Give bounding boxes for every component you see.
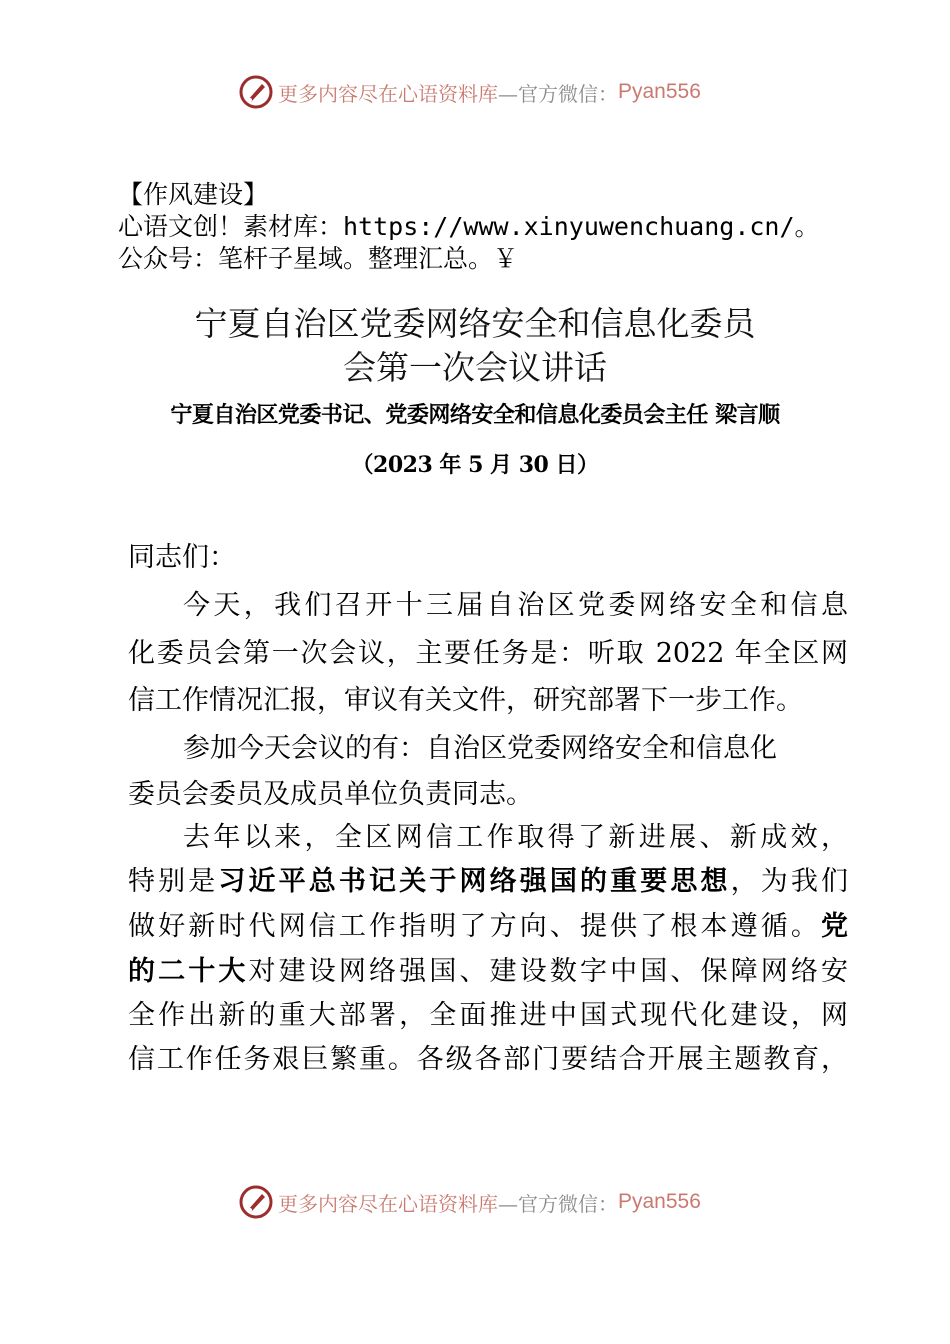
banner-wechat-label: —官方微信： <box>498 1191 618 1216</box>
text-segment: 对建设网络强国、建设数字中国、保障网络安 <box>248 956 849 987</box>
category-tag: 【作风建设】 <box>118 180 269 209</box>
emphasis-text: 党 <box>821 911 848 942</box>
speaker-line: 宁夏自治区党委书记、党委网络安全和信息化委员会主任 梁言顺 <box>170 402 780 428</box>
paragraph-line: 全作出新的重大部署，全面推进中国式现代化建设，网 <box>128 1000 848 1031</box>
banner-wechat-id: Pyan556 <box>618 80 701 103</box>
text-segment: 特别是 <box>128 866 219 897</box>
paragraph-line: 今天，我们召开十三届自治区党委网络安全和信息 <box>183 590 848 621</box>
document-title-line-1: 宁夏自治区党委网络安全和信息化委员 <box>194 304 756 343</box>
paragraph-line <box>128 864 848 900</box>
pen-nib-logo-icon <box>238 1184 274 1220</box>
paragraph-line: 信工作情况汇报，审议有关文件，研究部署下一步工作。 <box>128 685 803 716</box>
salutation: 同志们： <box>128 542 236 573</box>
paragraph-line: 去年以来，全区网信工作取得了新进展、新成效， <box>183 822 848 853</box>
text-segment: ，为我们 <box>730 866 849 897</box>
paragraph-line: 信工作任务艰巨繁重。各级各部门要结合开展主题教育， <box>128 1044 848 1075</box>
text-segment: 做好新时代网信工作指明了方向、提供了根本遵循。 <box>128 911 821 942</box>
banner-text: 更多内容尽在心语资料库 <box>278 81 498 106</box>
banner-wechat-label: —官方微信： <box>498 81 618 106</box>
pen-nib-logo-icon <box>238 74 274 110</box>
banner-text: 更多内容尽在心语资料库 <box>278 1191 498 1216</box>
paragraph-line <box>128 954 848 990</box>
paragraph-line <box>128 909 848 945</box>
top-banner <box>238 72 701 112</box>
date-line: （2023 年 5 月 30 日） <box>351 452 599 478</box>
paragraph-line: 委员会委员及成员单位负责同志。 <box>128 779 533 810</box>
account-line: 公众号：笔杆子星域。整理汇总。￥ <box>118 244 519 273</box>
source-line: 心语文创！素材库：https://www.xinyuwenchuang.cn/。 <box>118 212 820 241</box>
paragraph-line: 参加今天会议的有：自治区党委网络安全和信息化 <box>183 733 777 764</box>
document-title-line-2: 会第一次会议讲话 <box>343 348 607 387</box>
bottom-banner <box>238 1182 701 1222</box>
paragraph-line: 化委员会第一次会议，主要任务是：听取 2022 年全区网 <box>128 638 848 669</box>
emphasis-text: 习近平总书记关于网络强国的重要思想 <box>218 866 731 897</box>
banner-wechat-id: Pyan556 <box>618 1190 701 1213</box>
emphasis-text: 的二十大 <box>128 956 249 987</box>
